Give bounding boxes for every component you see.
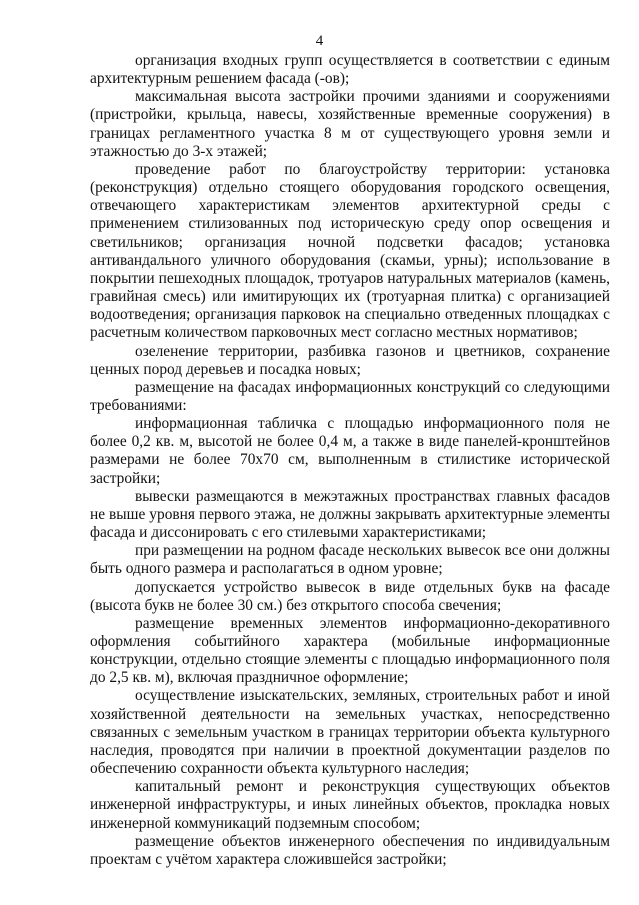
paragraph: размещение на фасадах информационных конструкций со следующими требованиями: xyxy=(90,378,610,414)
paragraph: максимальная высота застройки прочими зданиями и сооружениями (пристройки, крыльца, навесы, хозяйственные временные сооружения) в границах регламентного участка 8 м от существующего уровня земли и этажностью до 3-х этажей; xyxy=(90,88,610,160)
paragraph: озеленение территории, разбивка газонов и цветников, сохранение ценных пород деревьев и посадка новых; xyxy=(90,342,610,378)
paragraph: информационная табличка с площадью информационного поля не более 0,2 кв. м, высотой не более 0,4 м, а также в виде панелей-кронштейнов размерами не более 70х70 см, выполненным в стилистике исторической застройки; xyxy=(90,415,610,487)
paragraph: при размещении на родном фасаде нескольких вывесок все они должны быть одного размера и располагаться в одном уровне; xyxy=(90,542,610,578)
paragraph: вывески размещаются в межэтажных пространствах главных фасадов не выше уровня первого этажа, не должны закрывать архитектурные элементы фасада и диссонировать с его стилевыми характеристиками; xyxy=(90,487,610,542)
paragraph: проведение работ по благоустройству территории: установка (реконструкция) отдельно стоящего оборудования городского освещения, отвечающего характеристикам элементов архитектурной среды с применением стилизованных под историческую среду опор освещения и светильников; организация ночной подсветки фасадов; установка антивандального уличного оборудования (скамьи, урны); использование в покрытии пешеходных площадок, тротуаров натуральных материалов (камень, гравийная смесь) или имитирующих их (тротуарная плитка) с организацией водоотведения; организация парковок на специально отведенных площадках с расчетным количеством парковочных мест согласно местных нормативов; xyxy=(90,160,610,342)
paragraph: организация входных групп осуществляется в соответствии с единым архитектурным решением фасада (-ов); xyxy=(90,52,610,88)
paragraph: размещение объектов инженерного обеспечения по индивидуальным проектам с учётом характера сложившейся застройки; xyxy=(90,832,610,868)
document-body xyxy=(90,52,610,869)
paragraph: размещение временных элементов информационно-декоративного оформления событийного характера (мобильные информационные конструкции, отдельно стоящие элементы с площадью информационного поля до 2,5 кв. м), включая праздничное оформление; xyxy=(90,614,610,687)
paragraph: допускается устройство вывесок в виде отдельных букв на фасаде (высота букв не более 30 см.) без открытого способа свечения; xyxy=(90,578,610,614)
paragraph: капитальный ремонт и реконструкция существующих объектов инженерной инфраструктуры, и иных линейных объектов, прокладка новых инженерной коммуникаций подземным способом; xyxy=(90,778,610,832)
page-number: 4 xyxy=(315,33,324,49)
paragraph: осуществление изыскательских, земляных, строительных работ и иной хозяйственной деятельности на земельных участках, непосредственно связанных с земельным участком в границах территории объекта культурного наследия, проводятся при наличии в проектной документации разделов по обеспечению сохранности объекта культурного наследия; xyxy=(90,687,610,778)
